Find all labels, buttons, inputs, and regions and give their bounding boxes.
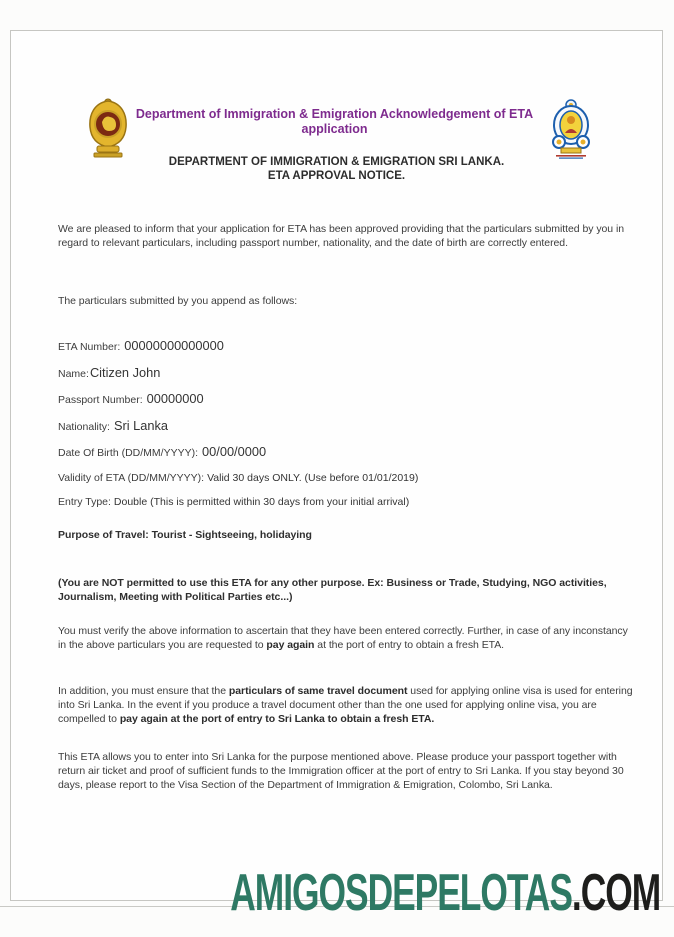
particular-label: Passport Number: xyxy=(58,394,143,406)
particular-value: 00000000 xyxy=(146,391,204,406)
document-subtitle-line1: DEPARTMENT OF IMMIGRATION & EMIGRATION SRI LANKA. xyxy=(168,156,505,168)
particular-label: ETA Number: xyxy=(58,341,121,353)
particular-value: 00000000000000 xyxy=(124,338,224,353)
particular-label: Entry Type: xyxy=(58,496,111,508)
document-title xyxy=(119,107,550,137)
not-permitted-paragraph: (You are NOT permitted to use this ETA for any other purpose. Ex: Business or Trade, Studying, NGO activities, Journalism, Meeting with Political Parties etc...) xyxy=(58,577,607,603)
particular-value: 00/00/0000 xyxy=(202,444,267,459)
particulars-list xyxy=(58,338,636,520)
document-title-line1: Department of Immigration & Emigration Acknowledgement of ETA xyxy=(135,107,534,121)
particular-value: Sri Lanka xyxy=(113,417,169,433)
intro-paragraph: We are pleased to inform that your application for ETA has been approved providing that the particulars submitted by you in regard to relevant particulars, including passport number, nationality, and the date of birth are correctly entered. xyxy=(58,223,625,249)
particular-row-eta-number xyxy=(58,338,636,355)
particular-label: Validity of ETA (DD/MM/YYYY): xyxy=(58,471,205,484)
verify-paragraph: You must verify the above information to ascertain that they have been entered correctly. Further, in case of any inconstancy in the above particulars you are requested to pay again at the port of entry to obtain a fresh ETA. xyxy=(58,625,628,651)
document-subtitle xyxy=(11,155,662,183)
particular-row-nationality xyxy=(58,418,636,435)
entry-conditions-paragraph: This ETA allows you to enter into Sri Lanka for the purpose mentioned above. Please produce your passport together with return air ticket and proof of sufficient funds to the Immigration officer at the port of entry to Sri Lanka. If you stay beyond 30 days, please report to the Visa Section of the Department of Immigration & Emigration, Colombo, Sri Lanka. xyxy=(58,751,624,791)
particular-row-passport-number xyxy=(58,391,636,408)
particular-row-name xyxy=(58,365,636,382)
particular-label: Name: xyxy=(58,367,89,380)
same-travel-document-paragraph: In addition, you must ensure that the particulars of same travel document used for applying online visa is used for entering into Sri Lanka. In the event if you produce a travel document other than the one used for applying online visa, you are compelled to pay again at the port of entry to Sri Lanka to obtain a fresh ETA. xyxy=(58,685,633,725)
watermark-tld: .COM xyxy=(571,864,660,922)
particular-value: Double (This is permitted within 30 days from your initial arrival) xyxy=(113,496,410,508)
document-subtitle-line2: ETA APPROVAL NOTICE. xyxy=(267,170,406,182)
eta-approval-document-page xyxy=(10,30,663,922)
site-watermark xyxy=(230,864,660,922)
purpose-of-travel-line: Purpose of Travel: Tourist - Sightseeing, holidaying xyxy=(58,529,312,541)
immigration-department-emblem-icon xyxy=(546,97,596,161)
particular-label: Nationality: xyxy=(58,420,110,433)
document-title-line2: application xyxy=(301,122,368,136)
particular-row-validity xyxy=(58,471,636,486)
particulars-intro-line: The particulars submitted by you append as follows: xyxy=(58,295,298,307)
particular-value: Valid 30 days ONLY. (Use before 01/01/2019) xyxy=(207,471,419,484)
watermark-site-name: AMIGOSDEPELOTAS xyxy=(230,864,572,922)
particular-row-entry-type xyxy=(58,495,636,510)
particular-value: Citizen John xyxy=(89,364,161,380)
particular-label: Date Of Birth (DD/MM/YYYY): xyxy=(58,447,199,459)
particular-row-date-of-birth xyxy=(58,444,636,461)
